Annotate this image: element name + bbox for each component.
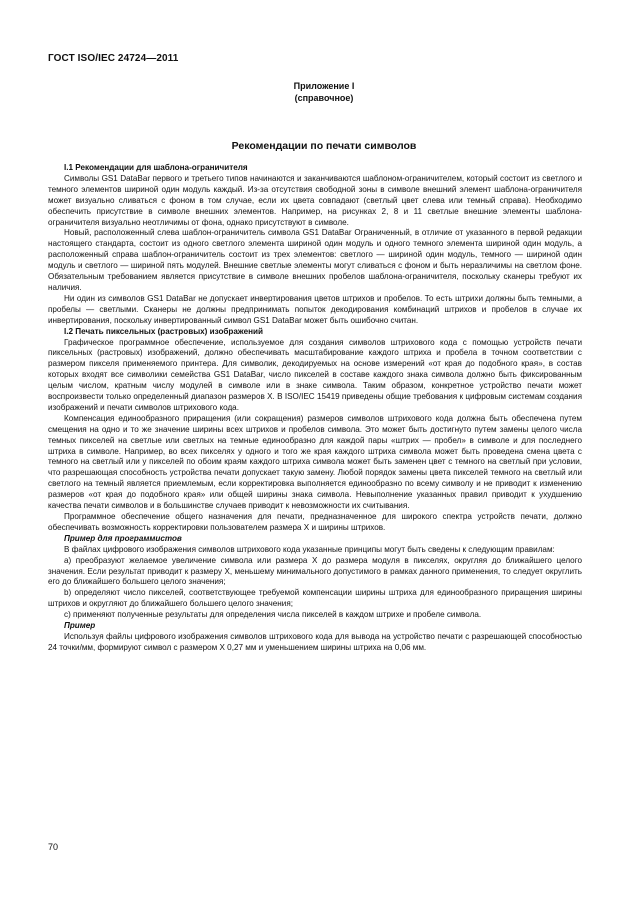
paragraph: Новый, расположенный слева шаблон-ограничитель символа GS1 DataBar Ограниченный, в отличие от указанного в первой редакции настоящего стандарта, состоит из одного светлого элемента шириной один модуль и одного темного элемента шириной один модуль, а расположенный справа шаблон-ограничитель состоит из трех элементов: светлого — шириной один модуль, темного — шириной один модуль и светлого — шириной пять модулей. Внешние светлые элементы могут сливаться с фоном и быть неразличимы на светлом фоне. Обязательным требованием является присутствие в символе внешних пробелов шаблона-ограничителя, поскольку сканеры требуют их наличия. [48,228,582,292]
list-item: b) определяют число пикселей, соответствующее требуемой компенсации ширины штриха для единообразного приращения ширины штрихов и округляют до ближайшего большего целого значения; [48,588,582,609]
paragraph: Графическое программное обеспечение, используемое для создания символов штрихового кода с помощью устройств печати пиксельных (растровых) изображений, должно обеспечивать масштабирование каждого штриха и пробела в точном соответствии с размером пикселя применяемого принтера. Для символик, декодируемых на основе измерений «от края до подобного края», в состав которых входят все символики семейства GS1 DataBar, число пикселей в составе каждого знака символа должно быть фиксированным целым числом, кратным числу модулей в символе или в знаке символа. Таким образом, конкретное устройство печати может воспроизвести только определенный диапазон размеров X. В ISO/IEC 15419 приведены общие требования к цифровым системам создания изображений и печати символов штрихового кода. [48,337,582,412]
paragraph: Ни один из символов GS1 DataBar не допускает инвертирования цветов штрихов и пробелов. То есть штрихи должны быть темными, а пробелы — светлыми. Сканеры не должны предпринимать попыток декодирования комбинаций штрихов и пробелов в случае их инвертирования, поскольку инвертированный символ GS1 DataBar может быть ошибочно считан. [48,293,582,325]
example-heading: Пример [64,621,96,631]
body-text [48,163,582,654]
paragraph: В файлах цифрового изображения символов штрихового кода указанные принципы могут быть сведены к следующим правилам: [64,544,555,554]
section-heading: I.2 Печать пиксельных (растровых) изображений [64,326,263,336]
paragraph: Компенсация единообразного приращения (или сокращения) размеров символов штрихового кода должна быть обеспечена путем смещения на одно и то же значение ширины всех штрихов и пробелов символа. Это может быть достигнуто путем замены целого числа темных пикселей на светлые или светлых на темные единообразно для каждой пары «штрих — пробел» в символе и для последнего штриха в символе. Например, во всех пикселях у одного и того же края каждого штриха символа может быть проведена смена цвета с темного на светлый или у пикселей по обоим краям каждого штриха символа может быть заменен цвет с темного на светлый при условии, что разрешающая способность устройства печати допускает такую замену. Любой порядок замены цвета пикселей темного на светлый или светлого на темный является приемлемым, если корректировка выполняется единообразно по всему символу и не приводит к изменению размеров «от края до подобного края» или общей ширины знака символа. Невыполнение указанных правил приводит к ухудшению качества печати символов и в большинстве случаев приводит к невозможности их считывания. [48,413,582,511]
paragraph: Используя файлы цифрового изображения символов штрихового кода для вывода на устройство печати с разрешающей способностью 24 точки/мм, формируют символ с размером X 0,27 мм и уменьшением ширины штриха на 0,06 мм. [48,631,582,652]
list-item: c) применяют полученные результаты для определения числа пикселей в каждом штрихе и пробеле символа. [64,610,482,620]
section-heading: I.1 Рекомендации для шаблона-ограничителя [64,163,248,172]
page-number: 70 [48,842,59,852]
appendix-subtitle: (справочное) [294,93,354,103]
example-heading: Пример для программистов [64,533,182,543]
list-item: а) преобразуют желаемое увеличение символа или размера X до размера модуля в пикселях, округляя до ближайшего целого значения. Если результат приводит к размеру X, меньшему минимального допустимого в рамках данного применения, то следует округлить его до ближайшего большего целого значения; [48,555,582,587]
page-title: Рекомендации по печати символов [231,140,417,152]
standard-header: ГОСТ ISO/IEC 24724—2011 [48,53,179,64]
paragraph: Символы GS1 DataBar первого и третьего типов начинаются и заканчиваются шаблоном-ограничителем, который состоит из светлого и темного элементов шириной один модуль каждый. Из-за отсутствия свободной зоны в символе внешний элемент шаблона-ограничителя может визуально сливаться с фоном в том случае, если их цвета совпадают (светлый цвет слева или темный справа). Необходимо обеспечить присутствие в символе внешних элементов. Например, на рисунках 2, 8 и 11 светлые внешние элементы шаблона-ограничителя визуально неотличимы от фона, однако присутствуют в символе. [48,173,582,227]
appendix-title: Приложение I [293,81,355,91]
appendix-heading [48,80,600,104]
paragraph: Программное обеспечение общего назначения для печати, предназначенное для широкого спектра устройств печати, должно обеспечивать возможность корректировки пользователем размера X и ширины штрихов. [48,512,582,532]
